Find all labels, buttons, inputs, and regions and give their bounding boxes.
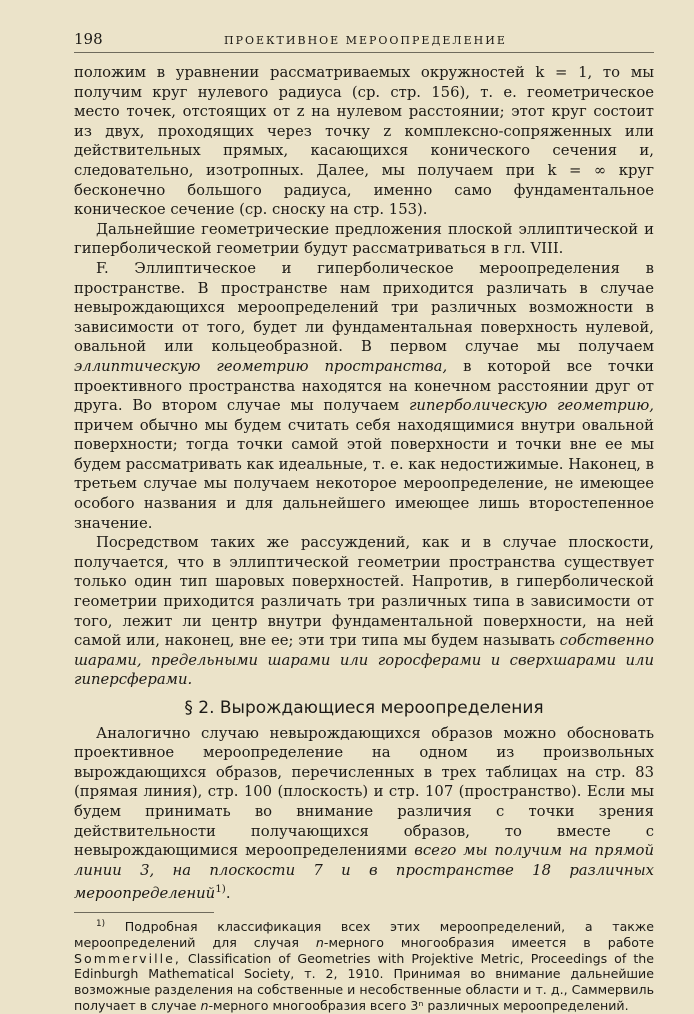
footnote-text-2: -мерного многообразия имеется в работе	[323, 934, 654, 950]
paragraph-4	[74, 533, 654, 690]
paragraph-3-italic-1: эллиптическую геометрию пространства,	[74, 357, 448, 375]
footnote-mark: 1)	[96, 918, 106, 929]
footnote-text-3: Classification of Geometries with Projektive Metric, Proceedings of the Edinburgh Mathematical Society, т. 2, 1910. Принимая во внимание дальнейшие возможные разделения на собственные и несобственные области и т. д., Саммервиль получает в случае	[74, 950, 654, 1014]
main-text	[74, 63, 654, 904]
footnote-divider	[74, 912, 214, 913]
footnote-italic-n: n	[315, 934, 324, 950]
paragraph-3-italic-2: гиперболическую геометрию,	[408, 397, 654, 415]
paragraph-3-lead: F. Эллиптическое и гиперболическое мероопределения в пространстве.	[74, 259, 654, 297]
section-paragraph-text: Аналогично случаю невырождающихся образов можно обосновать проективное мероопределение на одном из произвольных вырождающихся образов, перечисленных в трех таблицах на стр. 83 (прямая линия), стр. 100 (плоскость) и стр. 107 (пространство). Если мы будем принимать во внимание различия с точки зрения действительности получающихся образов, то вместе с невырождающимися мероопределениями	[74, 724, 654, 860]
footnote-reference[interactable]: 1)	[215, 883, 226, 896]
section-paragraph-italic: всего мы получим на прямой линии 3, на плоскости 7 и в пространстве 18 различных мероопределений	[74, 842, 654, 903]
section-paragraph: Аналогично случаю невырождающихся образов можно обосновать проективное мероопределение на одном из произвольных вырождающихся образов, перечисленных в трех таблицах на стр. 83 (прямая линия), стр. 100 (плоскость) и стр. 107 (пространство). Если мы будем принимать во внимание различия с точки зрения действительности получающихся образов, то вместе с невырождающимися мероопределениями всего мы получим на прямой линии 3, на плоскости 7 и в пространстве 18 различных мероопределений$^{1)}$.	[74, 724, 654, 903]
paragraph-3-text: В пространстве нам приходится различать в случае невырождающихся мероопределений три различных возможности в зависимости от того, будет ли фундаментальная поверхность нулевой, овальной или кольцеобразной. В первом случае мы получаем	[74, 279, 654, 356]
page-number: 198	[74, 30, 103, 48]
footnote-author: Sommerville,	[74, 950, 181, 966]
paragraph-2: Дальнейшие геометрические предложения плоской эллиптической и гиперболической геометрии будут рассматриваться в гл. VIII.	[74, 220, 654, 258]
page-header	[74, 30, 654, 53]
footnote	[74, 917, 654, 1014]
footnote-text-4: -мерного многообразия всего 3ⁿ различных мероопределений.	[208, 998, 629, 1014]
footnote-text-1: Подробная классификация всех этих мероопределений, а также мероопределений для случая	[74, 919, 654, 950]
paragraph-1: положим в уравнении рассматриваемых окружностей k = 1, то мы получим круг нулевого радиуса (ср. стр. 156), т. е. геометрическое место точек, отстоящих от z на нулевом расстоянии; этот круг состоит из двух, проходящих через точку z комплексно-сопряженных или действительных прямых, касающихся конического сечения и, следовательно, изотропных. Далее, мы получаем при k = ∞ круг бесконечно большого радиуса, именно само фундаментальное коническое сечение (ср. сноску на стр. 153).	[74, 64, 654, 219]
section-title: § 2. Вырождающиеся мероопределения	[184, 698, 544, 718]
running-head: ПРОЕКТИВНОЕ МЕРООПРЕДЕЛЕНИЕ	[224, 34, 507, 47]
footnote-text	[74, 917, 654, 1014]
paragraph-3-text-2: в которой все точки проективного пространства находятся на конечном расстоянии друг от друга. Во втором случае мы получаем	[74, 357, 654, 415]
footnote-italic-n-2: n	[200, 998, 209, 1014]
paragraph-3-text-3: причем обычно мы будем считать себя находящимися внутри овальной поверхности; тогда точки самой этой поверхности и точки вне ее мы будем рассматривать как идеальные, т. е. как недостижимые. Наконец, в третьем случае мы получаем некоторое мероопределение, не имеющее особого названия и для дальнейшего имеющее лишь второстепенное значение.	[74, 416, 654, 532]
paragraph-3	[74, 259, 654, 533]
paragraph-4-italic: собственно шарами, предельными шарами или горосферами и сверхшарами или гиперсферами.	[74, 632, 654, 689]
paragraph-4-text: Посредством таких же рассуждений, как и в случае плоскости, получается, что в эллиптической геометрии пространства существует только один тип шаровых поверхностей. Напротив, в гиперболической геометрии приходится различать три различных типа в зависимости от того, лежит ли центр внутри фундаментальной поверхности, на ней самой или, наконец, вне ее; эти три типа мы будем называть	[74, 534, 654, 650]
